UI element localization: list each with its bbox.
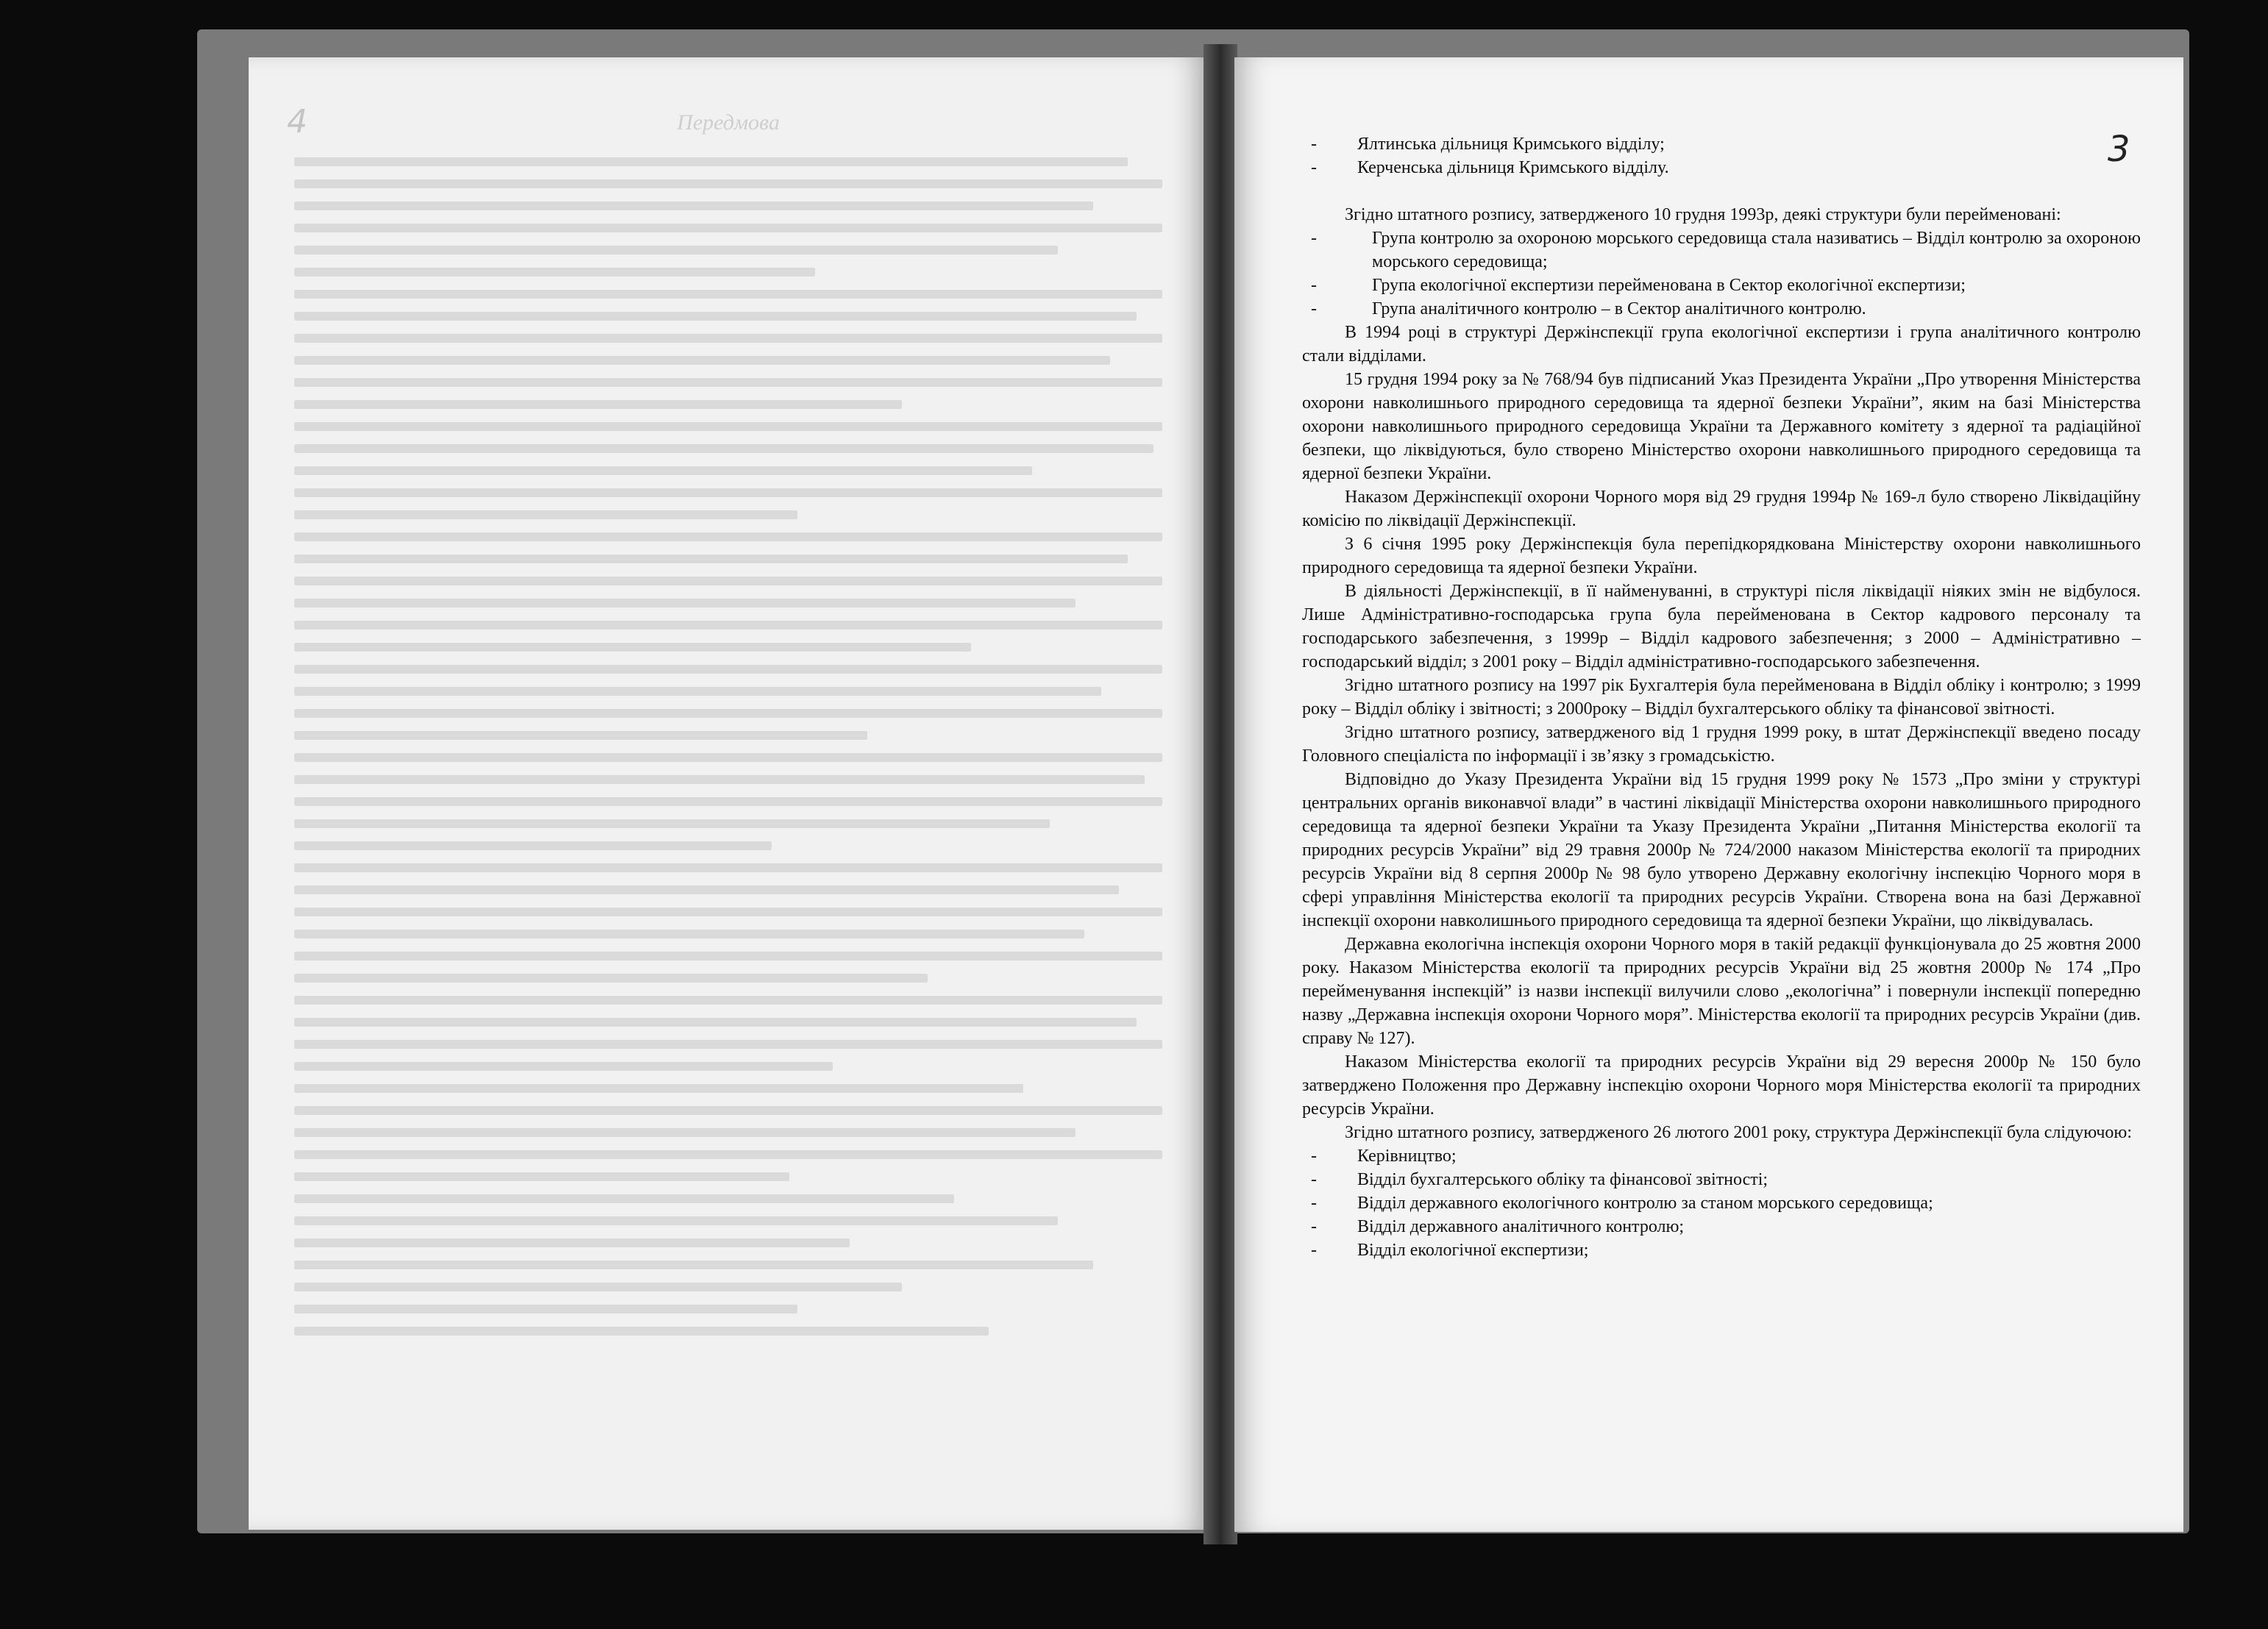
show-through-line [294,1040,1162,1049]
page-text [1302,132,2141,1262]
show-through-line [294,731,867,740]
show-through-line [294,908,1162,916]
show-through-line [294,863,1162,872]
show-through-line [294,246,1058,254]
show-through-line [294,202,1093,210]
paragraph: Наказом Держінспекції охорони Чорного моря від 29 грудня 1994р № 169-л було створено Ліквідаційну комісію по ліквідації Держінспекції. [1302,488,2141,530]
list-item: - Керівництво; [1311,1147,1457,1166]
left-page-mark: 4 [287,103,308,140]
list-item: - Відділ державного екологічного контролю за станом морського середовища; [1311,1194,1933,1213]
show-through-line [294,643,971,652]
show-through-line [294,753,1162,762]
show-through-line [294,444,1153,453]
paragraph: Згідно штатного розпису, затвердженого від 1 грудня 1999 року, в штат Держінспекції введено посаду Головного спеціаліста по інформації і зв’язку з громадськістю. [1302,723,2141,766]
paragraph: В діяльності Держінспекції, в її найменуванні, в структурі після ліквідації ніяких змін не відбулося. Лише Адміністративно-господарська група була перейменована в Сектор кадрового персоналу та господарського забезпечення, з 1999р – Відділ кадрового забезпечення; з 2000 – Адміністративно – господарський відділ; з 2001 року – Відділ адміністративно-господарського забезпечення. [1302,582,2141,671]
show-through-line [294,1172,789,1181]
show-through-line [294,930,1084,938]
show-through-line [294,885,1119,894]
show-through-line [294,1305,797,1313]
book-gutter [1204,44,1237,1544]
show-through-line [294,819,1050,828]
list-item: - Група аналітичного контролю – в Сектор аналітичного контролю. [1311,299,1866,318]
show-through-line [294,1150,1162,1159]
list-item: - Група контролю за охороною морського середовища стала називатись – Відділ контролю за охороною морського середовища; [1311,229,2141,271]
show-through-line [294,510,797,519]
show-through-line [294,1327,989,1336]
show-through-line [294,621,1162,630]
list-item: - Ялтинська дільниця Кримського відділу; [1311,135,1665,154]
intro-list [1302,132,2141,179]
show-through-line [294,599,1076,607]
show-through-line [294,1062,833,1071]
show-through-line [294,974,928,983]
renamed-list [1302,227,2141,321]
show-through-line [294,268,815,277]
show-through-line [294,378,1162,387]
show-through-line [294,334,1162,343]
list-item: - Відділ державного аналітичного контролю; [1311,1217,1685,1236]
show-through-line [294,1106,1162,1115]
show-through-line [294,312,1137,321]
show-through-line [294,577,1162,585]
paragraph: В 1994 році в структурі Держінспекції група екологічної експертизи і група аналітичного контролю стали відділами. [1302,323,2141,366]
paragraph: 15 грудня 1994 року за № 768/94 був підписаний Указ Президента України „Про утворення Міністерства охорони навколишнього природного середовища та ядерної безпеки України”, яким на базі Міністерства охорони навколишнього природного середовища України та Державного комітету з ядерної та радіаційної безпеки, що ліквідуються, було створено Міністерство охорони навколишнього природного середовища та ядерної безпеки України. [1302,370,2141,483]
show-through-line [294,1128,1076,1137]
show-through-line [294,841,772,850]
paragraph: Згідно штатного розпису на 1997 рік Бухгалтерія була перейменована в Відділ обліку і контролю; з 1999 року – Відділ обліку і звітності; з 2000року – Відділ бухгалтерського обліку та фінансової звітності. [1302,676,2141,719]
show-through-line [294,1216,1058,1225]
paragraph: Наказом Міністерства екології та природних ресурсів України від 29 вересня 2000р № 150 було затверджено Положення про Державну інспекцію охорони Чорного моря Міністерства екології та природних ресурсів України. [1302,1052,2141,1119]
show-through-line [294,488,1162,497]
show-through-line [294,996,1162,1005]
show-through-line [294,709,1162,718]
show-through-title: Передмова [677,110,780,135]
show-through-line [294,532,1162,541]
show-through-line [294,797,1162,806]
show-through-text [294,110,1162,1434]
show-through-line [294,687,1101,696]
show-through-line [294,466,1032,475]
list-item: - Відділ бухгалтерського обліку та фінансової звітності; [1311,1170,1768,1189]
list-item: - Відділ екологічної експертизи; [1311,1241,1589,1260]
paragraph: Згідно штатного розпису, затвердженого 26 лютого 2001 року, структура Держінспекції була слідуючою: [1345,1123,2132,1142]
show-through-line [294,400,902,409]
show-through-line [294,1018,1137,1027]
show-through-line [294,555,1128,563]
show-through-line [294,1084,1023,1093]
page-number: 3 [2108,129,2130,170]
paragraph: Відповідно до Указу Президента України від 15 грудня 1999 року № 1573 „Про зміни у структурі центральних органів виконавчої влади” в частині ліквідації Міністерства охорони навколишнього природного середовища та ядерної безпеки України та Указу Президента України „Питання Міністерства екології та природних ресурсів України” від 29 травня 2000р № 724/2000 наказом Міністерства екології та природних ресурсів України від 8 серпня 2000р № 98 було утворено Державну екологічну інспекцію Чорного моря в сфері управління Міністерства екології та природних ресурсів України. Створена вона на базі Державної інспекції охорони навколишнього природного середовища та ядерної безпеки України, що ліквідувалась. [1302,770,2141,930]
show-through-line [294,422,1162,431]
show-through-line [294,1194,954,1203]
show-through-line [294,1261,1093,1269]
structure-list [1302,1144,2141,1262]
show-through-line [294,224,1162,232]
show-through-line [294,157,1128,166]
show-through-line [294,1238,850,1247]
list-item: - Керченська дільниця Кримського відділу. [1311,158,1669,177]
show-through-line [294,290,1162,299]
show-through-line [294,179,1162,188]
show-through-line [294,952,1162,960]
paragraph: З 6 січня 1995 року Держінспекція була перепідкорядкована Міністерству охорони навколишнього природного середовища та ядерної безпеки України. [1302,535,2141,577]
paragraph: Згідно штатного розпису, затвердженого 10 грудня 1993р, деякі структури були перейменовані: [1345,205,2061,224]
list-item: - Група екологічної експертизи перейменована в Сектор екологічної експертизи; [1311,276,1966,295]
show-through-line [294,775,1145,784]
paragraph: Державна екологічна інспекція охорони Чорного моря в такій редакції функціонувала до 25 жовтня 2000 року. Наказом Міністерства екології та природних ресурсів України від 25 жовтня 2000р № 174 „Про перейменування інспекцій” із назви інспекції вилучили слово „екологічна” і повернули інспекції попередню назву „Державна інспекція охорони Чорного моря”. Міністерства екології та природних ресурсів України (див. справу № 127). [1302,935,2141,1048]
show-through-line [294,665,1162,674]
show-through-line [294,1283,902,1291]
show-through-line [294,356,1110,365]
